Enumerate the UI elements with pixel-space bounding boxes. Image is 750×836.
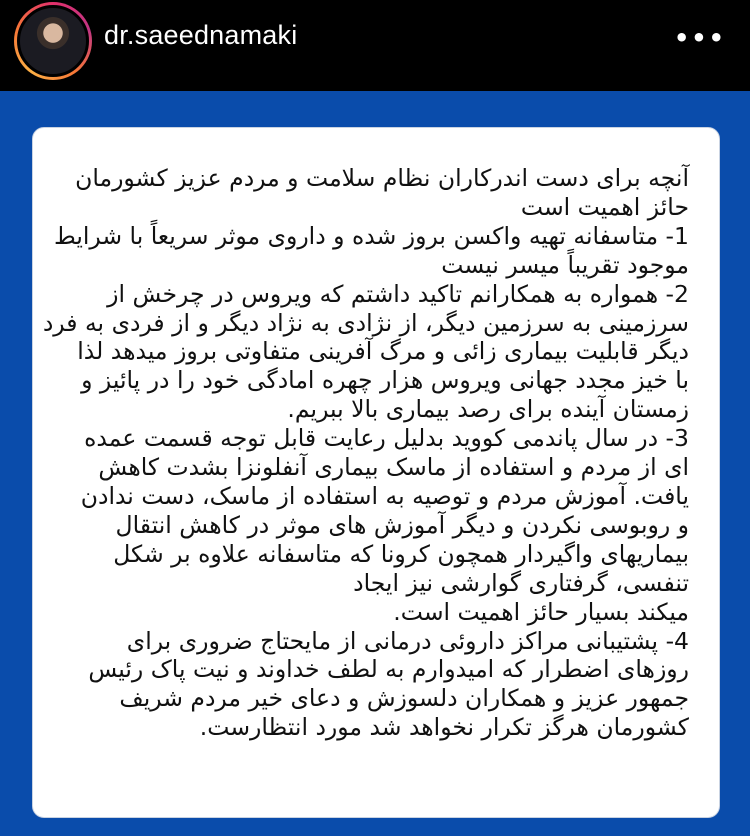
text-line: موجود تقریباً میسر نیست [441,250,689,279]
text-line: یافت. آموزش مردم و توصیه به استفاده از ماسک، دست ندادن [80,481,689,510]
text-line: ای از مردم و استفاده از ماسک بیماری آنفلونزا بشدت کاهش [98,453,689,482]
text-line: سرزمینی به سرزمین دیگر، از نژادی به نژاد دیگر و از فردی به فرد [42,308,689,337]
text-line: 1- متاسفانه تهیه واکسن بروز شده و داروی موثر سریعاً با شرایط [54,221,689,250]
text-line: میکند بسیار حائز اهمیت است. [393,597,689,626]
more-options-icon[interactable]: ••• [673,24,726,52]
text-line: 2- همواره به همکارانم تاکید داشتم که ویروس در چرخش از [107,279,689,308]
text-line: حائز اهمیت است [520,192,689,221]
text-line: و روبوسی نکردن و دیگر آموزش های موثر در کاهش انتقال [115,510,689,539]
text-line: 3- در سال پاندمی کووید بدلیل رعایت قابل توجه قسمت عمده [84,424,689,453]
text-line: جمهور عزیز و همکاران دلسوزش و دعای خیر مردم شریف [119,684,689,713]
text-line: آنچه برای دست اندرکاران نظام سلامت و مردم عزیز کشورمان [75,164,689,192]
text-line: روزهای اضطرار که امیدوارم به لطف خداوند و نیت پاک رئیس [88,655,689,684]
text-line: با خیز مجدد جهانی ویروس هزار چهره امادگی خود را در پائیز و [81,366,689,395]
text-line: 4- پشتیبانی مراکز داروئی درمانی از مایحتاج ضروری برای [126,626,689,655]
post-header [0,0,750,91]
story-ring[interactable] [14,2,92,80]
post-image-text-card [32,127,720,818]
username-link[interactable]: dr.saeednamaki [104,20,298,50]
text-line: دیگر قابلیت بیماری زائی و مرگ آفرینی متفاوتی بروز میدهد لذا [77,337,689,366]
text-line: تنفسی، گرفتاری گوارشی نیز ایجاد [353,568,689,597]
post-text [39,164,689,742]
avatar[interactable] [17,5,89,77]
text-line: بیماریهای واگیردار همچون کرونا که متاسفانه علاوه بر شکل [113,539,689,568]
text-line: کشورمان هرگز تکرار نخواهد شد مورد انتظارست. [199,713,689,742]
text-line: زمستان آینده برای رصد بیماری بالا ببریم. [287,395,689,424]
